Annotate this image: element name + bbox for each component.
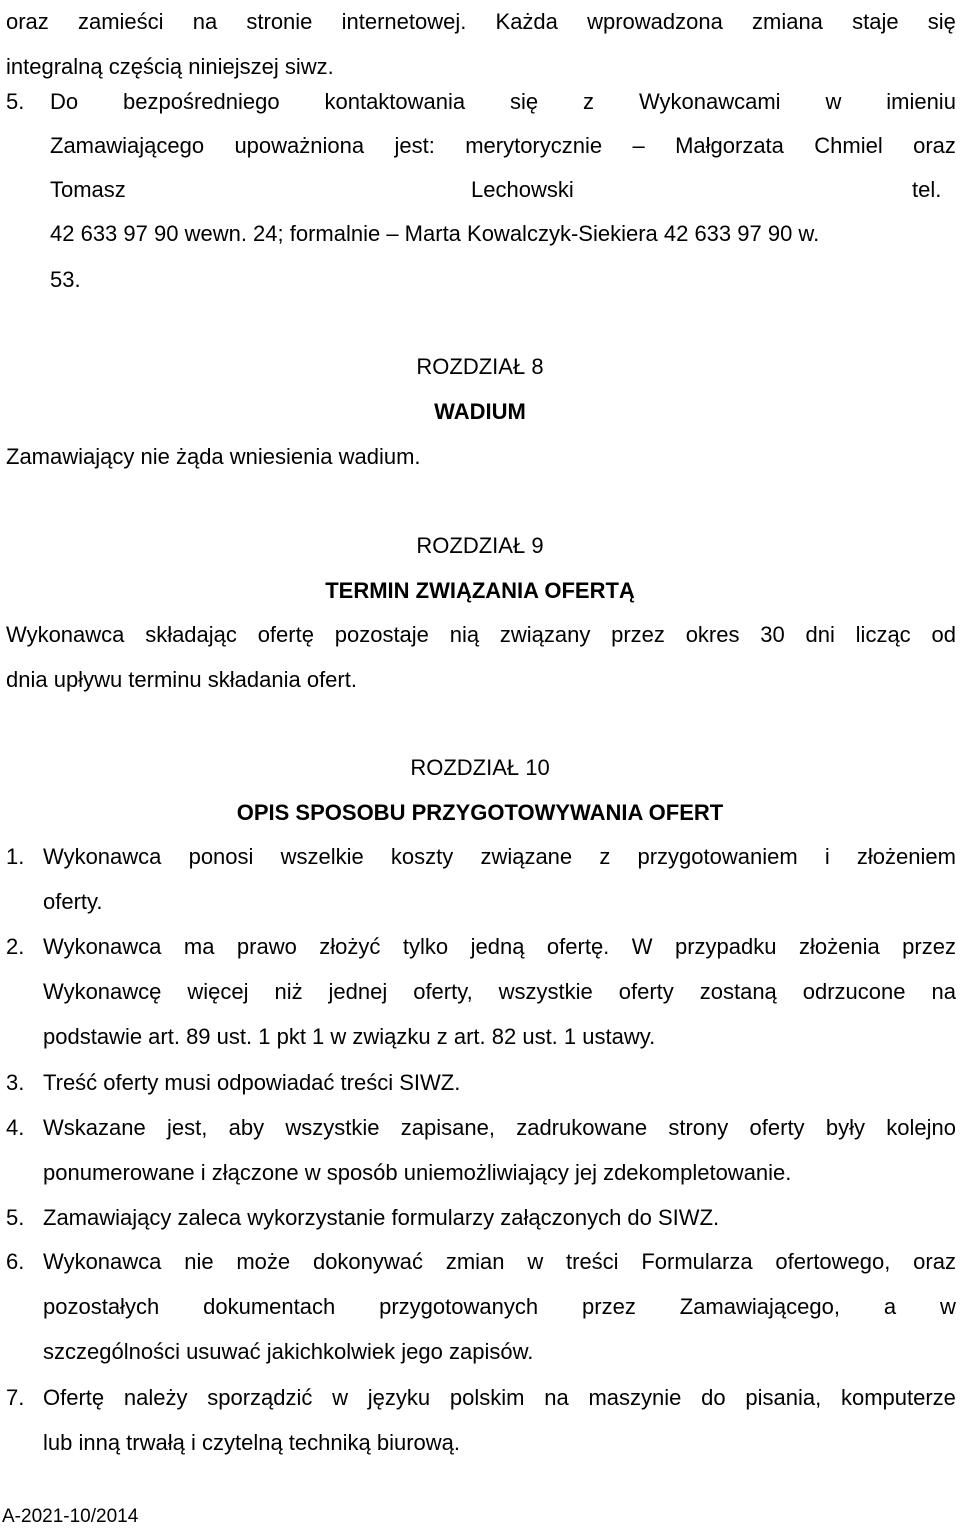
word: Każda — [495, 9, 558, 34]
word: wszystkie — [285, 1115, 380, 1140]
word: Wykonawca — [43, 934, 162, 959]
word: należy — [123, 1385, 188, 1410]
list-item-line: szczególności usuwać jakichkolwiek jego zapisów. — [43, 1339, 534, 1364]
word: na — [544, 1385, 569, 1410]
word: Wykonawca — [43, 1249, 162, 1274]
chapter-9-number: ROZDZIAŁ 9 — [416, 533, 544, 558]
word: nią — [449, 622, 480, 647]
word: zmiana — [752, 9, 823, 34]
word: przygotowaniem — [637, 844, 798, 869]
word: merytorycznie — [465, 133, 603, 158]
paragraph-line — [50, 131, 956, 161]
word: maszynie — [588, 1385, 682, 1410]
list-item-line: ponumerowane i złączone w sposób uniemożliwiający jej zdekompletowanie. — [43, 1160, 792, 1185]
word: pozostałych — [43, 1294, 160, 1319]
word: odrzucone — [802, 979, 906, 1004]
word: oraz — [913, 133, 956, 158]
word: z — [599, 844, 611, 869]
word: złożyć — [319, 934, 381, 959]
word: ofertę — [257, 622, 314, 647]
word: dokonywać — [312, 1249, 424, 1274]
word: zostaną — [699, 979, 777, 1004]
word: sporządzić — [207, 1385, 313, 1410]
paragraph-line — [6, 7, 956, 37]
word: przez — [611, 622, 665, 647]
chapter-number-text: ROZDZIAŁ 8 — [416, 354, 544, 379]
paragraph-line: 42 633 97 90 wewn. 24; formalnie – Marta Kowalczyk-Siekiera 42 633 97 90 w. — [50, 221, 820, 246]
word: Chmiel — [814, 133, 883, 158]
paragraph-line: dnia upływu terminu składania ofert. — [6, 667, 357, 692]
word-lechowski: Lechowski — [471, 177, 574, 202]
word: kontaktowania — [324, 89, 466, 114]
word: zapisane, — [400, 1115, 495, 1140]
list-number: 3. — [6, 1070, 25, 1095]
list-item-line: oferty. — [43, 889, 103, 914]
list-item-line: lub inną trwałą i czytelną techniką biurową. — [43, 1430, 461, 1455]
word: wszelkie — [280, 844, 364, 869]
word: ponosi — [188, 844, 254, 869]
word: jest: — [394, 133, 435, 158]
list-item-line — [43, 977, 956, 1007]
word: staje — [852, 9, 899, 34]
word: strony — [668, 1115, 729, 1140]
word: aby — [228, 1115, 265, 1140]
word: Do — [50, 89, 79, 114]
list-item-line: Zamawiający zaleca wykorzystanie formularzy załączonych do SIWZ. — [43, 1205, 720, 1230]
word: okres — [685, 622, 740, 647]
word: Zamawiającego — [50, 133, 205, 158]
list-number: 5. — [6, 1205, 25, 1230]
word: dokumentach — [203, 1294, 336, 1319]
word-tel: tel. — [912, 177, 942, 202]
word: zmian — [445, 1249, 505, 1274]
word: dni — [805, 622, 835, 647]
chapter-10-title: OPIS SPOSOBU PRZYGOTOWYWANIA OFERT — [236, 800, 724, 825]
paragraph-line — [50, 87, 956, 117]
word: tylko — [402, 934, 449, 959]
word: przez — [902, 934, 956, 959]
word: Zamawiającego, — [679, 1294, 840, 1319]
word: licząc — [855, 622, 911, 647]
footer-code: A-2021-10/2014 — [2, 1506, 139, 1527]
word: Wskazane — [43, 1115, 146, 1140]
word: ofertę. — [546, 934, 610, 959]
word: od — [931, 622, 956, 647]
word: nie — [184, 1249, 214, 1274]
word: oraz — [913, 1249, 956, 1274]
list-number: 5. — [6, 89, 25, 114]
word: wszystkie — [498, 979, 593, 1004]
word: związane — [480, 844, 573, 869]
word: jedną — [470, 934, 525, 959]
paragraph-line: 53. — [50, 267, 81, 292]
chapter-9-title: TERMIN ZWIĄZANIA OFERTĄ — [325, 578, 635, 603]
word: pisania, — [745, 1385, 822, 1410]
word: internetowej. — [341, 9, 467, 34]
word: składając — [145, 622, 237, 647]
word: Wykonawca — [43, 844, 162, 869]
word: Wykonawca — [6, 622, 125, 647]
list-number: 7. — [6, 1385, 25, 1410]
word: związany — [499, 622, 591, 647]
word: upoważniona — [234, 133, 365, 158]
word: w — [527, 1249, 544, 1274]
list-item-line — [43, 842, 956, 872]
word: niż — [274, 979, 303, 1004]
word: złożenia — [798, 934, 880, 959]
word: 30 — [760, 622, 785, 647]
word: się — [927, 9, 956, 34]
word: koszty — [390, 844, 454, 869]
word: stronie — [246, 9, 313, 34]
chapter-8-title: WADIUM — [434, 399, 526, 424]
word: języku — [367, 1385, 431, 1410]
word-tomasz: Tomasz — [50, 177, 126, 202]
word: Wykonawcami — [638, 89, 781, 114]
word: ma — [183, 934, 215, 959]
paragraph-line — [6, 620, 956, 650]
word: Małgorzata — [675, 133, 784, 158]
word: w — [825, 89, 842, 114]
word: z — [583, 89, 595, 114]
word: oferty — [618, 979, 674, 1004]
list-number: 4. — [6, 1115, 25, 1140]
word: – — [632, 133, 645, 158]
list-item-line — [43, 1292, 956, 1322]
word: bezpośredniego — [123, 89, 280, 114]
word: na — [192, 9, 218, 34]
word: oferty — [749, 1115, 805, 1140]
word: kolejno — [886, 1115, 956, 1140]
word: Wykonawcę — [43, 979, 162, 1004]
word: zadrukowane — [516, 1115, 648, 1140]
list-number: 2. — [6, 934, 25, 959]
chapter-8-text: Zamawiający nie żąda wniesienia wadium. — [6, 444, 421, 469]
word: treści — [566, 1249, 619, 1274]
word: więcej — [187, 979, 249, 1004]
word: polskim — [449, 1385, 525, 1410]
list-item-line — [43, 932, 956, 962]
word: ofertowego, — [775, 1249, 891, 1274]
list-item-line — [43, 1383, 956, 1413]
paragraph-line: integralną częścią niniejszej siwz. — [6, 54, 334, 79]
word: W — [631, 934, 653, 959]
word: Ofertę — [43, 1385, 105, 1410]
word: na — [931, 979, 956, 1004]
word: oferty, — [413, 979, 473, 1004]
word: i — [824, 844, 830, 869]
list-number: 6. — [6, 1249, 25, 1274]
word: złożeniem — [856, 844, 956, 869]
list-item-line — [43, 1113, 956, 1143]
word: prawo — [236, 934, 297, 959]
word: jednej — [328, 979, 388, 1004]
chapter-10-number: ROZDZIAŁ 10 — [410, 755, 550, 780]
list-number: 1. — [6, 844, 25, 869]
list-item-line: podstawie art. 89 ust. 1 pkt 1 w związku z art. 82 ust. 1 ustawy. — [43, 1024, 656, 1049]
word: imieniu — [886, 89, 956, 114]
word: zamieści — [77, 9, 164, 34]
word: może — [236, 1249, 291, 1274]
word: przypadku — [675, 934, 777, 959]
list-item-line — [43, 1247, 956, 1277]
word: oraz — [6, 9, 49, 34]
list-item-line: Treść oferty musi odpowiadać treści SIWZ. — [43, 1070, 461, 1095]
word: były — [825, 1115, 865, 1140]
word: wprowadzona — [587, 9, 723, 34]
word: w — [332, 1385, 349, 1410]
word: się — [510, 89, 539, 114]
word: a — [883, 1294, 897, 1319]
chapter-8-number — [0, 352, 960, 382]
word: przygotowanych — [379, 1294, 539, 1319]
word: do — [701, 1385, 726, 1410]
word: Formularza — [641, 1249, 753, 1274]
word: przez — [582, 1294, 636, 1319]
word: jest, — [166, 1115, 208, 1140]
word: pozostaje — [334, 622, 429, 647]
word: komputerze — [840, 1385, 956, 1410]
word: w — [940, 1294, 956, 1319]
